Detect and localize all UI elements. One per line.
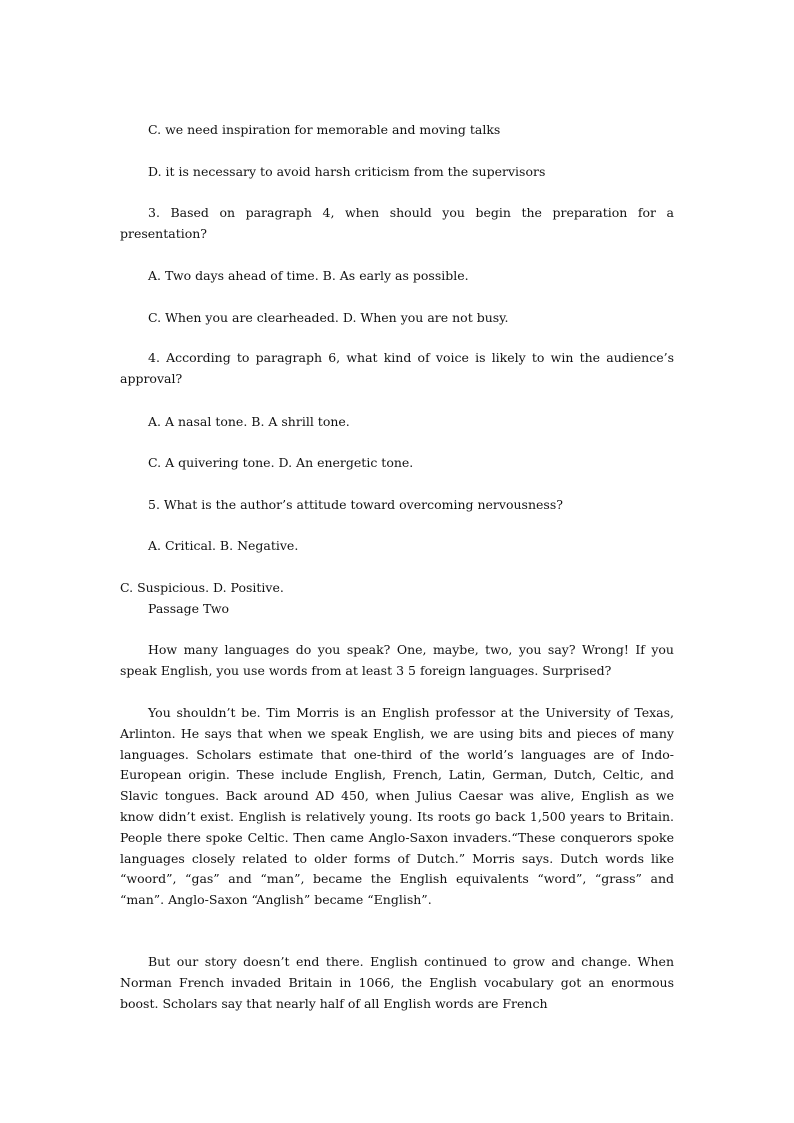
question-2-option-c: C. we need inspiration for memorable and moving talks (148, 122, 501, 137)
question-2-option-d: D. it is necessary to avoid harsh criticism from the supervisors (148, 164, 546, 179)
passage-paragraph-3: But our story doesn’t end there. English continued to grow and change. When Norman French invaded Britain in 1066, the English vocabulary got an enormous boost. Scholars say that nearly half of all English words are French (120, 954, 674, 1011)
question-4-options-cd: C. A quivering tone. D. An energetic tone. (148, 455, 414, 470)
passage-title: Passage Two (148, 601, 230, 616)
question-4-options-ab: A. A nasal tone. B. A shrill tone. (148, 414, 350, 429)
passage-paragraph-1: How many languages do you speak? One, maybe, two, you say? Wrong! If you speak English, you use words from at least 3 5 foreign languages. Surprised? (120, 642, 674, 678)
question-5-options-ab: A. Critical. B. Negative. (148, 538, 299, 553)
question-3-options-ab: A. Two days ahead of time. B. As early as possible. (148, 268, 469, 283)
question-3-stem: 3. Based on paragraph 4, when should you begin the preparation for a presentation? (120, 205, 674, 241)
question-3-options-cd: C. When you are clearheaded. D. When you are not busy. (148, 310, 509, 325)
question-4-stem: 4. According to paragraph 6, what kind of voice is likely to win the audience’s approval? (120, 350, 674, 386)
passage-paragraph-2: You shouldn’t be. Tim Morris is an English professor at the University of Texas, Arlinton. He says that when we speak English, we are using bits and pieces of many languages. Scholars estimate that one-third of the world’s languages are of Indo-European origin. These include English, French, Latin, German, Dutch, Celtic, and Slavic tongues. Back around AD 450, when Julius Caesar was alive, English as we know didn’t exist. English is relatively young. Its roots go back 1,500 years to Britain. People there spoke Celtic. Then came Anglo-Saxon invaders.“These conquerors spoke languages closely related to older forms of Dutch.” Morris says. Dutch words like “woord”, “gas” and “man”, became the English equivalents “word”, “grass” and “man”. Anglo-Saxon “Anglish” became “English”. (120, 705, 674, 908)
question-5-options-cd: C. Suspicious. D. Positive. (120, 580, 284, 595)
document-page (120, 0, 674, 1123)
question-5-stem: 5. What is the author’s attitude toward overcoming nervousness? (148, 497, 563, 512)
